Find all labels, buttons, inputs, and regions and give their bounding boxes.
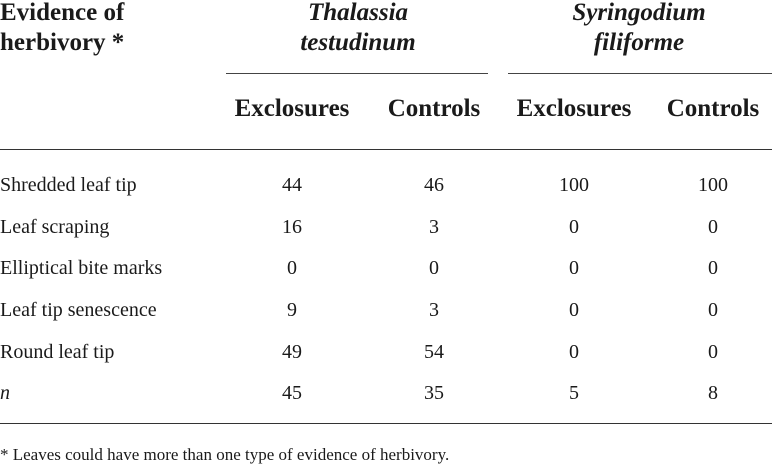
species-header-thalassia-line1: Thalassia	[307, 0, 409, 26]
species-header-syringodium-line2: filiforme	[593, 29, 685, 56]
table-cell: 9	[287, 299, 297, 321]
table-cell: 0	[569, 341, 579, 363]
species-header-syringodium-line1: Syringodium	[572, 0, 706, 26]
table-cell: 16	[282, 216, 302, 238]
table-cell: 54	[424, 341, 444, 363]
header-bottom-rule	[0, 149, 772, 150]
corner-header-line2: herbivory *	[0, 29, 125, 56]
table-cell: 0	[569, 257, 579, 279]
row-label-shredded-leaf-tip: Shredded leaf tip	[0, 174, 137, 196]
row-label-leaf-tip-senescence: Leaf tip senescence	[0, 299, 157, 321]
row-label-round-leaf-tip: Round leaf tip	[0, 341, 115, 363]
table-cell: 46	[424, 174, 444, 196]
table-cell: 8	[708, 382, 718, 404]
table-cell: 0	[287, 257, 297, 279]
col-header-thalassia-controls: Controls	[387, 95, 481, 122]
species-spanner-rule-thalassia	[226, 73, 488, 74]
table-cell: 49	[282, 341, 302, 363]
row-label-leaf-scraping: Leaf scraping	[0, 216, 110, 238]
corner-header-line1: Evidence of	[0, 0, 125, 26]
col-header-syringodium-controls: Controls	[666, 95, 760, 122]
table-cell: 0	[708, 216, 718, 238]
table-cell: 45	[282, 382, 302, 404]
col-header-syringodium-exclosures: Exclosures	[516, 95, 632, 122]
table-cell: 0	[708, 257, 718, 279]
table-cell: 3	[429, 216, 439, 238]
table-cell: 0	[429, 257, 439, 279]
species-spanner-rule-syringodium	[508, 73, 772, 74]
table-cell: 35	[424, 382, 444, 404]
table-cell: 3	[429, 299, 439, 321]
table-cell: 44	[282, 174, 302, 196]
col-header-thalassia-exclosures: Exclosures	[234, 95, 350, 122]
table-cell: 0	[708, 341, 718, 363]
table-cell: 0	[708, 299, 718, 321]
table-cell: 5	[569, 382, 579, 404]
table-cell: 100	[559, 174, 589, 196]
table-cell: 0	[569, 299, 579, 321]
row-label-n: n	[0, 382, 10, 404]
table-bottom-rule	[0, 423, 772, 424]
table-cell: 100	[698, 174, 728, 196]
row-label-elliptical-bite-marks: Elliptical bite marks	[0, 257, 163, 279]
table-footnote: * Leaves could have more than one type of evidence of herbivory.	[0, 445, 450, 464]
species-header-thalassia-line2: testudinum	[300, 29, 416, 56]
table-cell: 0	[569, 216, 579, 238]
